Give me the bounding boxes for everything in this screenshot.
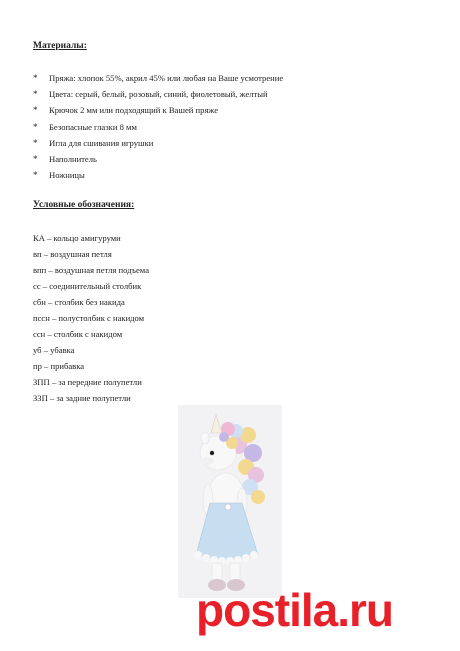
abbreviation-list (33, 230, 149, 406)
watermark-text: postila (196, 584, 338, 636)
legend-heading: Условные обозначения: (33, 200, 135, 210)
list-item: вп – воздушная петля (33, 249, 112, 259)
list-item (33, 167, 283, 183)
list-item: ЗПП – за передние полупетли (33, 377, 142, 387)
list-item: впп – воздушная петля подъема (33, 265, 150, 275)
list-item: пр – прибавка (33, 361, 85, 371)
list-item (33, 70, 283, 86)
postila-watermark (196, 583, 393, 637)
list-item (33, 135, 283, 151)
list-item: пссн – полустолбик с накидом (33, 313, 145, 323)
bullet: * (33, 170, 38, 181)
list-item (33, 102, 283, 118)
list-item-text: Ножницы (49, 170, 85, 181)
unicorn-doll-photo (178, 405, 282, 598)
bullet: * (33, 137, 38, 148)
list-item-text: Пряжа: хлопок 55%, акрил 45% или любая на Ваше усмотрение (49, 73, 284, 83)
list-item: ЗЗП – за задние полупетли (33, 393, 131, 403)
list-item (33, 151, 283, 167)
list-item: КА – кольцо амигуруми (33, 233, 121, 243)
bullet: * (33, 89, 38, 100)
bullet: * (33, 153, 38, 164)
list-item: уб – убавка (33, 345, 75, 355)
bullet: * (33, 105, 38, 116)
list-item: сбн – столбик без накида (33, 297, 125, 307)
list-item: сс – соединительный столбик (33, 281, 142, 291)
watermark-suffix: .ru (337, 584, 394, 636)
materials-heading: Материалы: (33, 41, 87, 51)
list-item-text: Цвета: серый, белый, розовый, синий, фиолетовый, желтый (49, 89, 268, 100)
bullet: * (33, 121, 38, 132)
list-item: ссн – столбик с накидом (33, 329, 123, 339)
list-item-text: Наполнитель (49, 153, 97, 164)
bullet: * (33, 73, 38, 83)
list-item (33, 86, 283, 102)
list-item-text: Безопасные глазки 8 мм (49, 121, 137, 132)
materials-list (33, 70, 283, 183)
list-item-text: Крючок 2 мм или подходящий к Вашей пряже (49, 105, 219, 116)
list-item-text: Игла для сшивания игрушки (49, 137, 154, 148)
list-item (33, 119, 283, 135)
